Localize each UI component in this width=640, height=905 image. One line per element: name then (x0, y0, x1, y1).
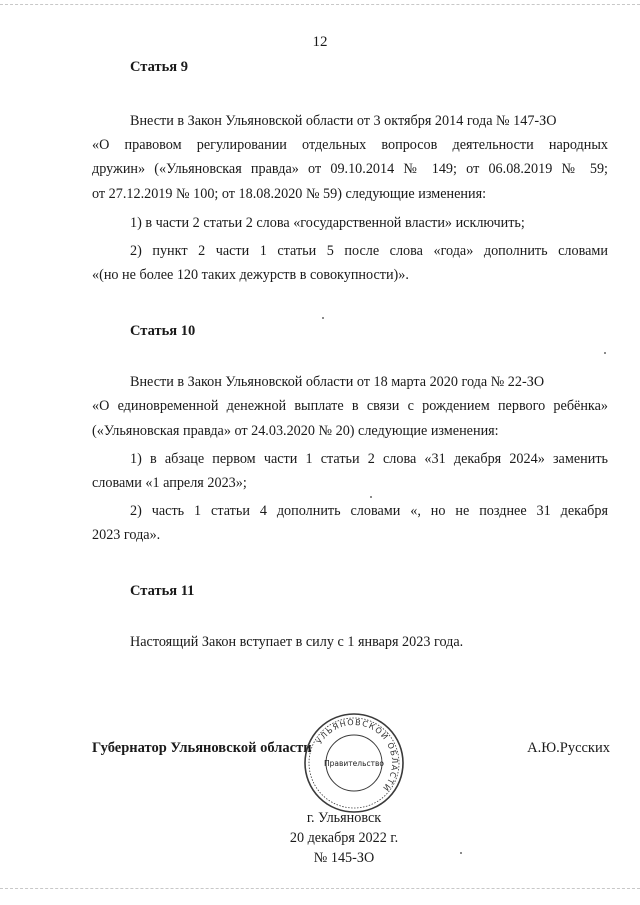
page-number: 12 (312, 34, 328, 50)
article-10-item2-line1: 2) часть 1 статьи 4 дополнить словами «, но не позднее 31 декабря (130, 503, 608, 519)
footer-number: № 145-ЗО (313, 850, 375, 866)
signature-name: А.Ю.Русских (527, 740, 610, 756)
article-10-p1-line3: («Ульяновская правда» от 24.03.2020 № 20) следующие изменения: (92, 423, 499, 439)
scan-speck (370, 496, 372, 498)
footer-date: 20 декабря 2022 г. (289, 830, 399, 846)
article-10-heading: Статья 10 (130, 323, 196, 339)
footer-city: г. Ульяновск (306, 810, 382, 826)
article-9-item2-line2: «(но не более 120 таких дежурств в совокупности)». (92, 267, 409, 283)
article-9-p1-line1: Внести в Закон Ульяновской области от 3 октября 2014 года № 147-ЗО (130, 113, 557, 129)
signature-position: Губернатор Ульяновской области (92, 740, 312, 756)
article-9-item1: 1) в части 2 статьи 2 слова «государственной власти» исключить; (130, 215, 525, 231)
seal-center-text: Правительство (324, 759, 384, 768)
article-10-item2-line2: 2023 года». (92, 527, 161, 543)
article-9-p1-line3: дружин» («Ульяновская правда» от 09.10.2014 № 149; от 06.08.2019 № 59; (92, 161, 608, 177)
article-10-item1-line2: словами «1 апреля 2023»; (92, 475, 247, 491)
article-9-heading: Статья 9 (130, 59, 188, 75)
scan-speck (604, 352, 606, 354)
scan-edge-bottom (0, 888, 640, 890)
article-10-p1-line1: Внести в Закон Ульяновской области от 18 марта 2020 года № 22-ЗО (130, 374, 545, 390)
scan-edge-top (0, 4, 640, 6)
article-9-p1-line4: от 27.12.2019 № 100; от 18.08.2020 № 59) следующие изменения: (92, 186, 487, 202)
article-9-item2-line1: 2) пункт 2 части 1 статьи 5 после слова «года» дополнить словами (130, 243, 608, 259)
article-10-p1-line2: «О единовременной денежной выплате в связи с рождением первого ребёнка» (92, 398, 608, 414)
article-9-p1-line2: «О правовом регулировании отдельных вопросов деятельности народных (92, 137, 608, 153)
article-11-p1: Настоящий Закон вступает в силу с 1 января 2023 года. (130, 634, 464, 650)
official-seal (303, 712, 405, 814)
article-11-heading: Статья 11 (130, 583, 195, 599)
article-10-item1-line1: 1) в абзаце первом части 1 статьи 2 слова «31 декабря 2024» заменить (130, 451, 608, 467)
seal-ring-text: УЛЬЯНОВСКОЙ ОБЛАСТИ (314, 717, 400, 794)
scan-speck (460, 852, 462, 854)
scan-speck (322, 317, 324, 319)
